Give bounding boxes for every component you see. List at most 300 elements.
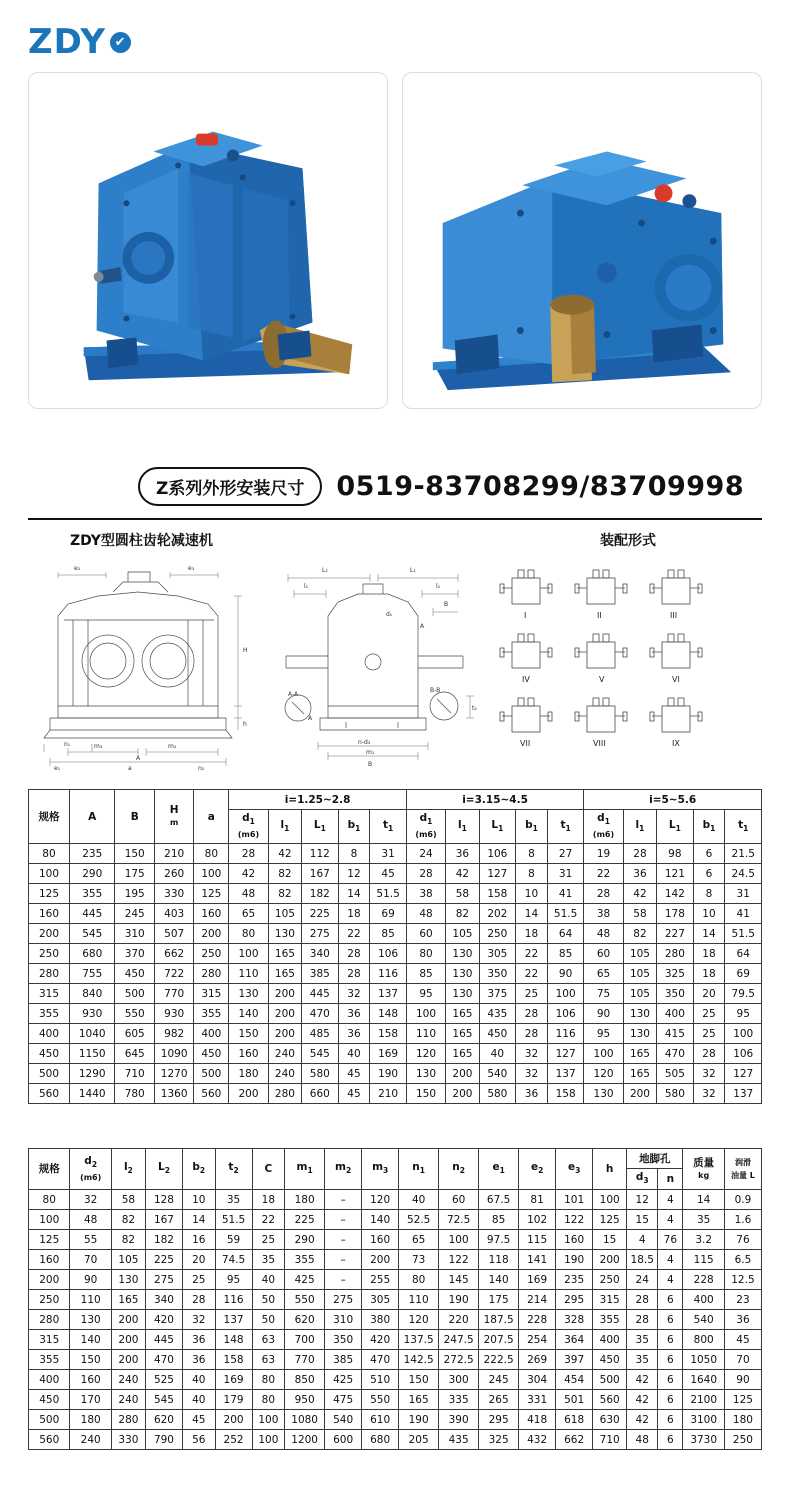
table-cell: 225 — [302, 904, 338, 924]
table-cell: 100 — [252, 1410, 285, 1430]
table-cell: 840 — [69, 984, 115, 1004]
table-cell: 790 — [145, 1430, 182, 1450]
table-cell: 82 — [111, 1210, 145, 1230]
table-cell: 28 — [584, 884, 623, 904]
gear-reducer-illustration-left — [29, 73, 387, 408]
table-cell: 331 — [519, 1390, 556, 1410]
svg-text:l₂: l₂ — [436, 583, 441, 590]
table-cell: 28 — [693, 1044, 725, 1064]
table-cell: 165 — [623, 1064, 656, 1084]
table-cell: 130 — [406, 1064, 445, 1084]
front-view-drawing — [28, 556, 258, 771]
product-photo-right — [402, 72, 762, 409]
svg-text:m₂: m₂ — [168, 743, 177, 750]
table-cell: 400 — [657, 1004, 693, 1024]
table-cell: 38 — [406, 884, 445, 904]
table-cell: 85 — [479, 1210, 519, 1230]
table-cell: 325 — [479, 1430, 519, 1450]
table-cell: 160 — [194, 904, 229, 924]
table-cell: 620 — [285, 1310, 325, 1330]
table-cell: 432 — [519, 1430, 556, 1450]
table-row — [29, 844, 762, 864]
table-cell: 770 — [285, 1350, 325, 1370]
svg-text:B: B — [368, 761, 373, 768]
table-cell: 355 — [29, 1004, 70, 1024]
table-cell: 36 — [182, 1330, 215, 1350]
table-cell: 475 — [325, 1390, 362, 1410]
table-cell: 165 — [623, 1044, 656, 1064]
table-cell: 225 — [285, 1210, 325, 1230]
table-cell: 435 — [439, 1430, 479, 1450]
side-view-drawing — [258, 556, 488, 771]
table-cell: 850 — [285, 1370, 325, 1390]
table-cell: 275 — [325, 1290, 362, 1310]
section-title-band — [0, 467, 790, 506]
table-cell: 32 — [693, 1064, 725, 1084]
table-cell: 145 — [439, 1270, 479, 1290]
table-cell: 240 — [268, 1064, 301, 1084]
table-row — [29, 1410, 762, 1430]
table-cell: 97.5 — [479, 1230, 519, 1250]
table-cell: 4 — [658, 1270, 683, 1290]
table-cell: 116 — [215, 1290, 252, 1310]
table-row — [29, 1044, 762, 1064]
table-cell: 18 — [252, 1190, 285, 1210]
table-cell: 130 — [268, 924, 301, 944]
table-cell: 350 — [479, 964, 515, 984]
table-cell: 662 — [556, 1430, 593, 1450]
table-cell: 48 — [584, 924, 623, 944]
table-row — [29, 1024, 762, 1044]
table-cell: 240 — [268, 1044, 301, 1064]
table-cell: 710 — [593, 1430, 627, 1450]
table-cell: 25 — [252, 1230, 285, 1250]
table-cell: 6 — [658, 1390, 683, 1410]
table-cell: 550 — [285, 1290, 325, 1310]
table-cell: 180 — [285, 1190, 325, 1210]
table-cell: 315 — [29, 1330, 70, 1350]
table-cell: 82 — [623, 924, 656, 944]
table-cell: 6.5 — [724, 1250, 761, 1270]
table-cell: 106 — [547, 1004, 583, 1024]
table-cell: 272.5 — [439, 1350, 479, 1370]
table-row — [29, 1190, 762, 1210]
table-cell: 207.5 — [479, 1330, 519, 1350]
th2-foot-hole: 地脚孔 — [627, 1149, 683, 1169]
table-gap — [0, 1104, 790, 1130]
table-cell: 370 — [115, 944, 154, 964]
table-cell: 32 — [516, 1044, 548, 1064]
th-group-i3: i=5~5.6 — [584, 790, 762, 810]
table-cell: 200 — [268, 984, 301, 1004]
table-cell: 64 — [547, 924, 583, 944]
table-cell: 100 — [439, 1230, 479, 1250]
table-cell: 80 — [252, 1390, 285, 1410]
table-cell: 165 — [446, 1044, 479, 1064]
table-cell: 1050 — [683, 1350, 724, 1370]
table-cell: 40 — [182, 1370, 215, 1390]
table-cell: 40 — [479, 1044, 515, 1064]
series-dimension-pill: Z系列外形安装尺寸 — [138, 467, 322, 506]
th2-size: 规格 — [29, 1149, 70, 1190]
svg-text:IX: IX — [672, 739, 680, 748]
table-cell: 127 — [725, 1064, 762, 1084]
table-cell: 127 — [547, 1044, 583, 1064]
table-cell: 235 — [556, 1270, 593, 1290]
table-cell: 400 — [683, 1290, 724, 1310]
table-cell: 800 — [683, 1330, 724, 1350]
table-cell: 125 — [194, 884, 229, 904]
table-cell: – — [325, 1250, 362, 1270]
table-cell: 445 — [69, 904, 115, 924]
table-cell: 3100 — [683, 1410, 724, 1430]
table-cell: 445 — [302, 984, 338, 1004]
table-cell: 110 — [399, 1290, 439, 1310]
table-cell: 200 — [111, 1330, 145, 1350]
spec-table-1-body — [29, 844, 762, 1104]
drawing-headings — [0, 520, 790, 550]
th-l1-b: $l_1$ — [446, 810, 479, 844]
th2-l2: $l_2$ — [111, 1149, 145, 1190]
table-cell: 60 — [439, 1190, 479, 1210]
table-cell: 350 — [657, 984, 693, 1004]
th2-d3: $d_3$ — [627, 1169, 658, 1190]
table-cell: 31 — [547, 864, 583, 884]
table-cell: 148 — [215, 1330, 252, 1350]
table-cell: 28 — [406, 864, 445, 884]
table-cell: 397 — [556, 1350, 593, 1370]
table-cell: 105 — [268, 904, 301, 924]
table-cell: 105 — [623, 944, 656, 964]
table-cell: 21.5 — [725, 844, 762, 864]
table-cell: 340 — [145, 1290, 182, 1310]
table-cell: 355 — [285, 1250, 325, 1270]
table-cell: 81 — [519, 1190, 556, 1210]
th-d1-a: $d_1$ (m6) — [229, 810, 268, 844]
table-cell: 64 — [725, 944, 762, 964]
table-cell: 160 — [29, 904, 70, 924]
table-cell: 158 — [215, 1350, 252, 1370]
svg-text:I: I — [524, 611, 527, 620]
table-cell: 450 — [115, 964, 154, 984]
table-cell: 290 — [285, 1230, 325, 1250]
table-cell: 755 — [69, 964, 115, 984]
table-cell: 450 — [479, 1024, 515, 1044]
table-row — [29, 1350, 762, 1370]
table-cell: 36 — [724, 1310, 761, 1330]
table-cell: 32 — [338, 984, 370, 1004]
table-cell: 200 — [268, 1024, 301, 1044]
table-cell: 158 — [479, 884, 515, 904]
table-cell: 137 — [370, 984, 406, 1004]
table-cell: 36 — [338, 1024, 370, 1044]
table-cell: 128 — [145, 1190, 182, 1210]
svg-text:n-d₃: n-d₃ — [358, 739, 371, 746]
th2-n1: $n_1$ — [399, 1149, 439, 1190]
th-H: H m — [154, 790, 193, 844]
table-row — [29, 1004, 762, 1024]
table-cell: 69 — [725, 964, 762, 984]
table-cell: 63 — [252, 1350, 285, 1370]
table-cell: 60 — [584, 944, 623, 964]
table-cell: 3730 — [683, 1430, 724, 1450]
table-cell: 36 — [446, 844, 479, 864]
table-cell: 165 — [268, 964, 301, 984]
table-cell: 42 — [627, 1370, 658, 1390]
table-cell: 165 — [446, 1024, 479, 1044]
table-cell: 102 — [519, 1210, 556, 1230]
table-cell: 4 — [627, 1230, 658, 1250]
table-cell: 40 — [399, 1190, 439, 1210]
table-cell: 28 — [623, 844, 656, 864]
table-cell: 130 — [584, 1084, 623, 1104]
table-cell: 130 — [111, 1270, 145, 1290]
table-cell: 200 — [593, 1250, 627, 1270]
table-cell: 48 — [627, 1430, 658, 1450]
table-cell: 227 — [657, 924, 693, 944]
table-cell: 120 — [362, 1190, 399, 1210]
table-cell: 35 — [683, 1210, 724, 1230]
table-row — [29, 944, 762, 964]
table-cell: 32 — [516, 1064, 548, 1084]
table-cell: 165 — [446, 1004, 479, 1024]
table-cell: 250 — [29, 1290, 70, 1310]
table-cell: 254 — [519, 1330, 556, 1350]
table-cell: 106 — [370, 944, 406, 964]
table-cell: 225 — [145, 1250, 182, 1270]
table-cell: 315 — [29, 984, 70, 1004]
table-cell: 14 — [516, 904, 548, 924]
table-cell: 269 — [519, 1350, 556, 1370]
table-cell: 4 — [658, 1250, 683, 1270]
table-cell: 95 — [215, 1270, 252, 1290]
svg-text:B-B: B-B — [430, 687, 441, 694]
svg-text:A: A — [420, 623, 425, 630]
table-cell: 22 — [252, 1210, 285, 1230]
table-cell: 8 — [693, 884, 725, 904]
table-row — [29, 984, 762, 1004]
table-cell: 59 — [215, 1230, 252, 1250]
table-cell: 106 — [479, 844, 515, 864]
table-cell: 470 — [657, 1044, 693, 1064]
table-cell: 310 — [115, 924, 154, 944]
table-cell: 51.5 — [547, 904, 583, 924]
table-cell: 210 — [154, 844, 193, 864]
table-cell: 328 — [556, 1310, 593, 1330]
table-cell: 28 — [229, 844, 268, 864]
table-cell: 280 — [29, 964, 70, 984]
table-cell: 18 — [693, 944, 725, 964]
table-cell: 130 — [70, 1310, 111, 1330]
table-cell: 18.5 — [627, 1250, 658, 1270]
table-cell: 190 — [439, 1290, 479, 1310]
table-cell: 100 — [584, 1044, 623, 1064]
table-cell: 245 — [115, 904, 154, 924]
table-cell: 355 — [69, 884, 115, 904]
table-cell: 15 — [593, 1230, 627, 1250]
table-cell: 12.5 — [724, 1270, 761, 1290]
table-cell: 400 — [194, 1024, 229, 1044]
th-b1-a: $b_1$ — [338, 810, 370, 844]
table-cell: 110 — [70, 1290, 111, 1310]
th2-L2: $L_2$ — [145, 1149, 182, 1190]
spec-table-2-block — [0, 1130, 790, 1450]
table-cell: 48 — [70, 1210, 111, 1230]
technical-drawings — [0, 550, 790, 771]
table-cell: 80 — [29, 844, 70, 864]
th2-e1: $e_1$ — [479, 1149, 519, 1190]
table-cell: 40 — [338, 1044, 370, 1064]
table-cell: 235 — [69, 844, 115, 864]
table-cell: 200 — [446, 1084, 479, 1104]
table-cell: 540 — [325, 1410, 362, 1430]
table-cell: 500 — [29, 1064, 70, 1084]
table-cell: 125 — [29, 1230, 70, 1250]
svg-text:e₂: e₂ — [74, 565, 81, 572]
table-cell: 560 — [593, 1390, 627, 1410]
table-cell: 82 — [268, 864, 301, 884]
table-cell: 110 — [229, 964, 268, 984]
table-cell: 36 — [516, 1084, 548, 1104]
svg-text:h: h — [243, 721, 247, 728]
table-cell: 63 — [252, 1330, 285, 1350]
table-cell: 45 — [724, 1330, 761, 1350]
table-cell: 45 — [338, 1064, 370, 1084]
svg-text:e₃: e₃ — [188, 565, 195, 572]
table-cell: 420 — [145, 1310, 182, 1330]
th2-weight: 质量 kg — [683, 1149, 724, 1190]
table-cell: 1640 — [683, 1370, 724, 1390]
table-cell: 425 — [325, 1370, 362, 1390]
table-cell: 69 — [370, 904, 406, 924]
table-cell: – — [325, 1210, 362, 1230]
table-cell: 930 — [69, 1004, 115, 1024]
table-cell: 550 — [362, 1390, 399, 1410]
table-cell: 610 — [362, 1410, 399, 1430]
table-cell: 60 — [406, 924, 445, 944]
table-cell: 90 — [584, 1004, 623, 1024]
th2-C: C — [252, 1149, 285, 1190]
svg-text:VII: VII — [520, 739, 531, 748]
table-cell: 140 — [229, 1004, 268, 1024]
table-cell: 15 — [627, 1210, 658, 1230]
table-cell: 250 — [724, 1430, 761, 1450]
table-cell: 425 — [285, 1270, 325, 1290]
table-cell: 40 — [182, 1390, 215, 1410]
svg-text:B: B — [444, 601, 449, 608]
table-cell: 169 — [370, 1044, 406, 1064]
table-cell: 255 — [362, 1270, 399, 1290]
table-cell: 418 — [519, 1410, 556, 1430]
table-cell: 32 — [70, 1190, 111, 1210]
table-cell: 300 — [439, 1370, 479, 1390]
svg-text:A-A: A-A — [288, 691, 299, 698]
table-cell: 90 — [724, 1370, 761, 1390]
table-cell: 130 — [446, 984, 479, 1004]
table-cell: 150 — [406, 1084, 445, 1104]
table-cell: 130 — [623, 1004, 656, 1024]
table-cell: 200 — [29, 1270, 70, 1290]
table-cell: 178 — [657, 904, 693, 924]
table-cell: 19 — [584, 844, 623, 864]
svg-text:A: A — [308, 715, 313, 722]
table-cell: 73 — [399, 1250, 439, 1270]
table-cell: 6 — [658, 1350, 683, 1370]
table-cell: 100 — [29, 864, 70, 884]
table-cell: 150 — [115, 844, 154, 864]
table-cell: 141 — [519, 1250, 556, 1270]
table-cell: 105 — [111, 1250, 145, 1270]
th-L1-a: $L_1$ — [302, 810, 338, 844]
table-cell: 95 — [725, 1004, 762, 1024]
table-cell: 6 — [693, 864, 725, 884]
table-cell: 137 — [547, 1064, 583, 1084]
table-cell: 6 — [658, 1290, 683, 1310]
table-cell: 127 — [479, 864, 515, 884]
th2-m2: $m_2$ — [325, 1149, 362, 1190]
table-cell: 1040 — [69, 1024, 115, 1044]
table-cell: 23 — [724, 1290, 761, 1310]
table-cell: 167 — [302, 864, 338, 884]
table-cell: 41 — [725, 904, 762, 924]
th-size: 规格 — [29, 790, 70, 844]
table-cell: 450 — [593, 1350, 627, 1370]
th-d1-c: $d_1$ (m6) — [584, 810, 623, 844]
gear-reducer-illustration-right — [403, 73, 761, 408]
table-cell: 142.5 — [399, 1350, 439, 1370]
table-cell: 16 — [182, 1230, 215, 1250]
table-cell: 505 — [657, 1064, 693, 1084]
table-cell: 722 — [154, 964, 193, 984]
table-cell: 137 — [725, 1084, 762, 1104]
table-cell: 1200 — [285, 1430, 325, 1450]
table-cell: 660 — [302, 1084, 338, 1104]
table-cell: 10 — [182, 1190, 215, 1210]
table-cell: 620 — [145, 1410, 182, 1430]
table-cell: 500 — [593, 1370, 627, 1390]
th-t1-b: $t_1$ — [547, 810, 583, 844]
table-cell: 56 — [182, 1430, 215, 1450]
table-cell: 630 — [593, 1410, 627, 1430]
table-cell: 28 — [182, 1290, 215, 1310]
th2-oil: 润滑 油量 L — [724, 1149, 761, 1190]
table-cell: 95 — [584, 1024, 623, 1044]
table-cell: 58 — [446, 884, 479, 904]
table-cell: 106 — [725, 1044, 762, 1064]
table-cell: 115 — [683, 1250, 724, 1270]
table-cell: 202 — [479, 904, 515, 924]
table-cell: 28 — [516, 1024, 548, 1044]
drawing-heading-right: 装配形式 — [600, 533, 656, 549]
table-cell: 4 — [658, 1190, 683, 1210]
table-cell: 1.6 — [724, 1210, 761, 1230]
table-cell: 295 — [479, 1410, 519, 1430]
table-cell: 403 — [154, 904, 193, 924]
table-cell: 280 — [194, 964, 229, 984]
table-cell: 355 — [194, 1004, 229, 1024]
svg-text:L₂: L₂ — [322, 567, 328, 574]
check-icon: ✔ — [110, 32, 131, 53]
table-cell: 540 — [683, 1310, 724, 1330]
table-row — [29, 1210, 762, 1230]
table-cell: 8 — [338, 844, 370, 864]
table-cell: 160 — [29, 1250, 70, 1270]
table-cell: 36 — [182, 1350, 215, 1370]
table-cell: 158 — [547, 1084, 583, 1104]
table-cell: 79.5 — [725, 984, 762, 1004]
product-photos — [0, 72, 790, 409]
table-cell: 125 — [724, 1390, 761, 1410]
